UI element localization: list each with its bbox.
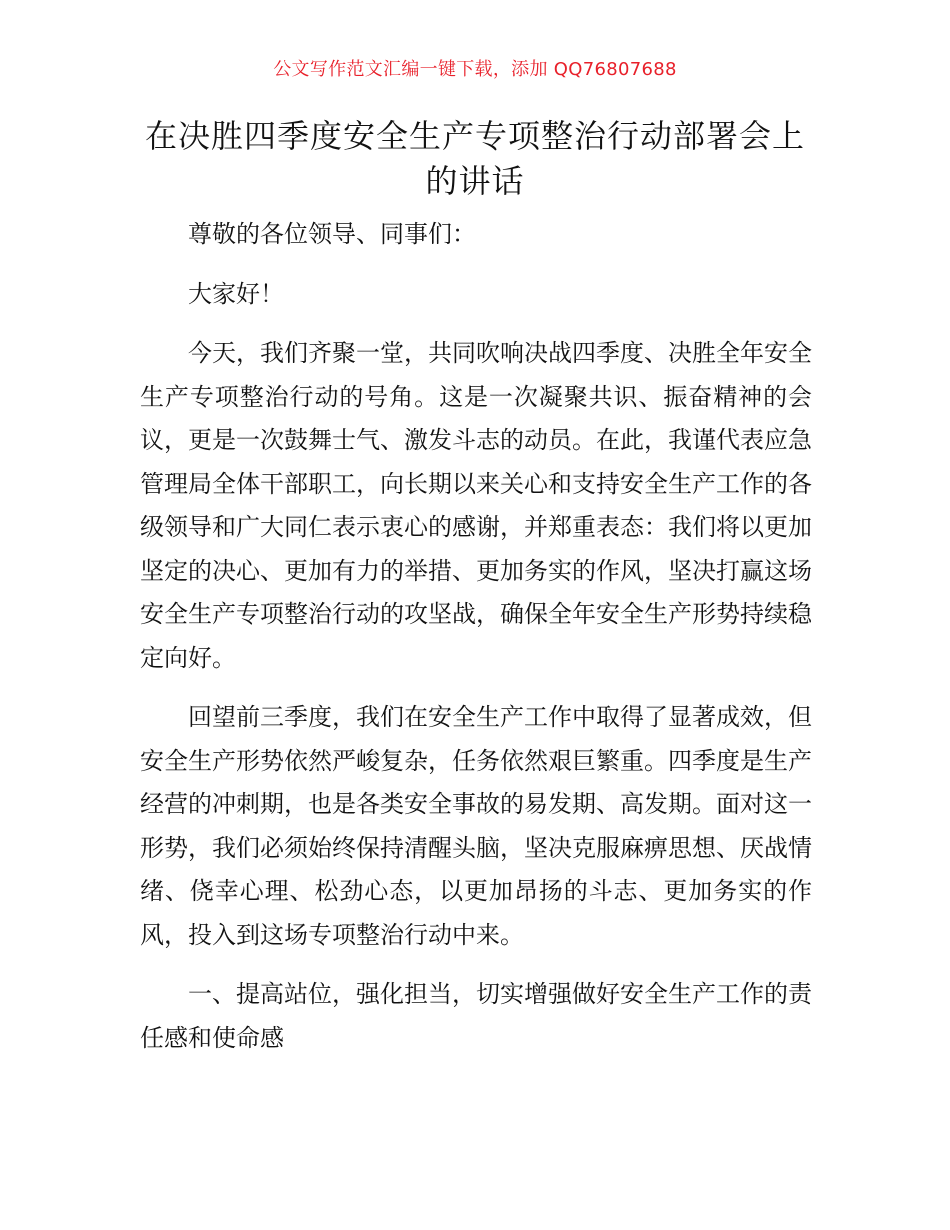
greeting: 大家好！: [188, 279, 284, 308]
document-title-line-1: 在决胜四季度安全生产专项整治行动部署会上: [144, 117, 805, 155]
salutation: 尊敬的各位领导、同事们：: [188, 220, 476, 248]
body-paragraph: 今天，我们齐聚一堂，共同吹响决战四季度、决胜全年安全生产专项整治行动的号角。这是一次凝聚共识、振奋精神的会议，更是一次鼓舞士气、激发斗志的动员。在此，我谨代表应急管理局全体干部职工，向长期以来关心和支持安全生产工作的各级领导和广大同仁表示衷心的感谢，并郑重表态：我们将以更加坚定的决心、更加有力的举措、更加务实的作风，坚决打赢这场安全生产专项整治行动的攻坚战，确保全年安全生产形势持续稳定向好。: [140, 339, 812, 672]
section-heading: 一、提高站位，强化担当，切实增强做好安全生产工作的责任感和使命感: [140, 980, 812, 1052]
body-paragraph: 回望前三季度，我们在安全生产工作中取得了显著成效，但安全生产形势依然严峻复杂，任务依然艰巨繁重。四季度是生产经营的冲刺期，也是各类安全事故的易发期、高发期。面对这一形势，我们必须始终保持清醒头脑，坚决克服麻痹思想、厌战情绪、侥幸心理、松劲心态，以更加昂扬的斗志、更加务实的作风，投入到这场专项整治行动中来。: [140, 703, 812, 949]
document-title: [130, 114, 820, 204]
document-title-line-2: 的讲话: [425, 162, 525, 200]
document-body: [140, 213, 812, 1060]
download-banner: 公文写作范文汇编一键下载，添加 QQ76807688: [273, 59, 677, 80]
